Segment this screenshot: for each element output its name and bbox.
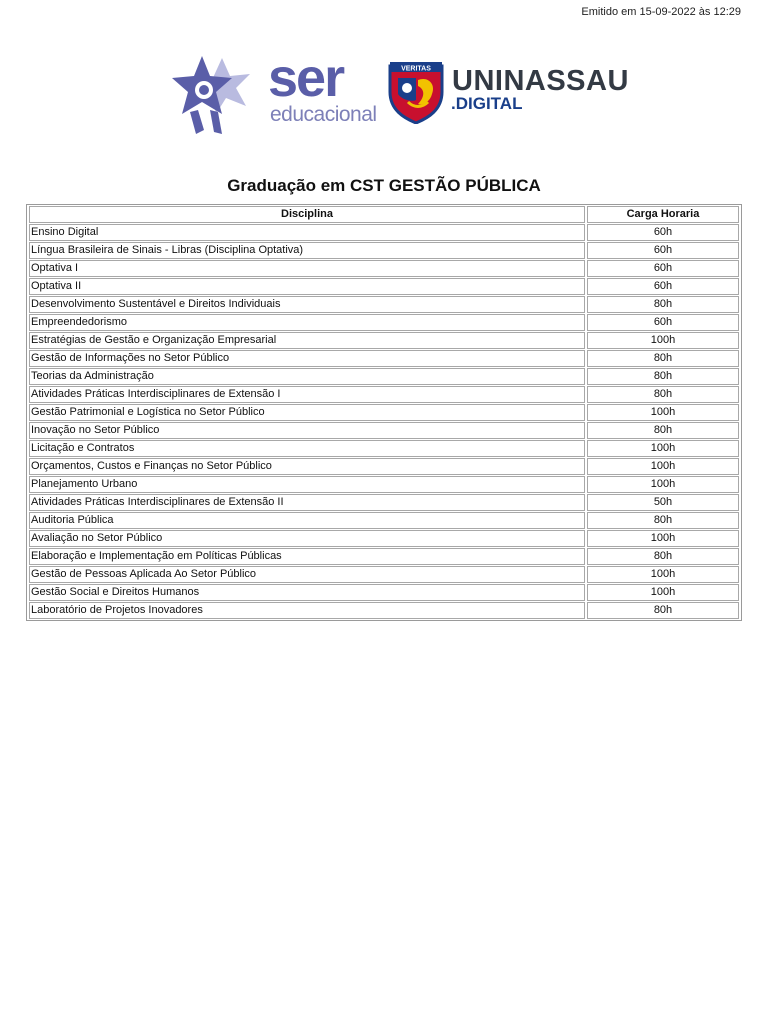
discipline-name: Licitação e Contratos: [29, 440, 585, 457]
workload-hours: 60h: [587, 260, 739, 277]
workload-hours: 80h: [587, 350, 739, 367]
discipline-name: Gestão de Pessoas Aplicada Ao Setor Público: [29, 566, 585, 583]
table-header-row: [29, 206, 739, 223]
workload-hours: 60h: [587, 242, 739, 259]
workload-hours: 60h: [587, 314, 739, 331]
workload-hours: 80h: [587, 422, 739, 439]
table-row: [29, 404, 739, 421]
discipline-name: Atividades Práticas Interdisciplinares de Extensão II: [29, 494, 585, 511]
discipline-name: Elaboração e Implementação em Políticas Públicas: [29, 548, 585, 565]
workload-hours: 100h: [587, 476, 739, 493]
workload-hours: 80h: [587, 296, 739, 313]
discipline-name: Empreendedorismo: [29, 314, 585, 331]
discipline-name: Gestão Social e Direitos Humanos: [29, 584, 585, 601]
table-row: [29, 530, 739, 547]
column-header-disciplina: Disciplina: [29, 206, 585, 223]
table-row: [29, 422, 739, 439]
discipline-name: Gestão de Informações no Setor Público: [29, 350, 585, 367]
discipline-name: Laboratório de Projetos Inovadores: [29, 602, 585, 619]
page-title: Graduação em CST GESTÃO PÚBLICA: [227, 176, 541, 195]
discipline-name: Atividades Práticas Interdisciplinares de Extensão I: [29, 386, 585, 403]
workload-hours: 100h: [587, 440, 739, 457]
table-row: [29, 296, 739, 313]
ser-wordmark: ser: [268, 48, 344, 108]
workload-hours: 100h: [587, 530, 739, 547]
ser-educacional-logo: [160, 48, 377, 136]
workload-hours: 100h: [587, 404, 739, 421]
table-row: [29, 494, 739, 511]
table-row: [29, 548, 739, 565]
uninassau-wordmark: UNINASSAU: [452, 65, 629, 97]
ser-star-icon: [160, 50, 260, 136]
table-row: [29, 314, 739, 331]
column-header-carga-horaria: Carga Horaria: [587, 206, 739, 223]
table-row: [29, 242, 739, 259]
discipline-name: Ensino Digital: [29, 224, 585, 241]
curriculum-table: [26, 204, 742, 621]
discipline-name: Desenvolvimento Sustentável e Direitos Individuais: [29, 296, 585, 313]
discipline-name: Teorias da Administração: [29, 368, 585, 385]
workload-hours: 60h: [587, 278, 739, 295]
workload-hours: 80h: [587, 602, 739, 619]
workload-hours: 100h: [587, 566, 739, 583]
uninassau-shield-icon: [388, 58, 444, 124]
table-row: [29, 512, 739, 529]
table-row: [29, 584, 739, 601]
shield-motto: VERITAS: [401, 65, 431, 73]
discipline-name: Optativa I: [29, 260, 585, 277]
discipline-name: Avaliação no Setor Público: [29, 530, 585, 547]
discipline-name: Gestão Patrimonial e Logística no Setor Público: [29, 404, 585, 421]
workload-hours: 80h: [587, 548, 739, 565]
table-row: [29, 602, 739, 619]
workload-hours: 60h: [587, 224, 739, 241]
table-row: [29, 440, 739, 457]
workload-hours: 80h: [587, 368, 739, 385]
table-row: [29, 566, 739, 583]
table-row: [29, 476, 739, 493]
table-row: [29, 260, 739, 277]
table-row: [29, 224, 739, 241]
workload-hours: 100h: [587, 584, 739, 601]
digital-wordmark: .DIGITAL: [451, 94, 523, 113]
discipline-name: Estratégias de Gestão e Organização Empresarial: [29, 332, 585, 349]
table-row: [29, 458, 739, 475]
workload-hours: 80h: [587, 386, 739, 403]
workload-hours: 100h: [587, 332, 739, 349]
workload-hours: 100h: [587, 458, 739, 475]
logo-banner: [160, 48, 630, 138]
table-row: [29, 368, 739, 385]
discipline-name: Inovação no Setor Público: [29, 422, 585, 439]
table-row: [29, 386, 739, 403]
discipline-name: Língua Brasileira de Sinais - Libras (Disciplina Optativa): [29, 242, 585, 259]
workload-hours: 50h: [587, 494, 739, 511]
educacional-wordmark: educacional: [270, 103, 377, 126]
table-row: [29, 350, 739, 367]
workload-hours: 80h: [587, 512, 739, 529]
discipline-name: Planejamento Urbano: [29, 476, 585, 493]
table-row: [29, 332, 739, 349]
emission-timestamp: Emitido em 15-09-2022 às 12:29: [581, 6, 741, 18]
discipline-name: Auditoria Pública: [29, 512, 585, 529]
discipline-name: Orçamentos, Custos e Finanças no Setor Público: [29, 458, 585, 475]
table-row: [29, 278, 739, 295]
discipline-name: Optativa II: [29, 278, 585, 295]
